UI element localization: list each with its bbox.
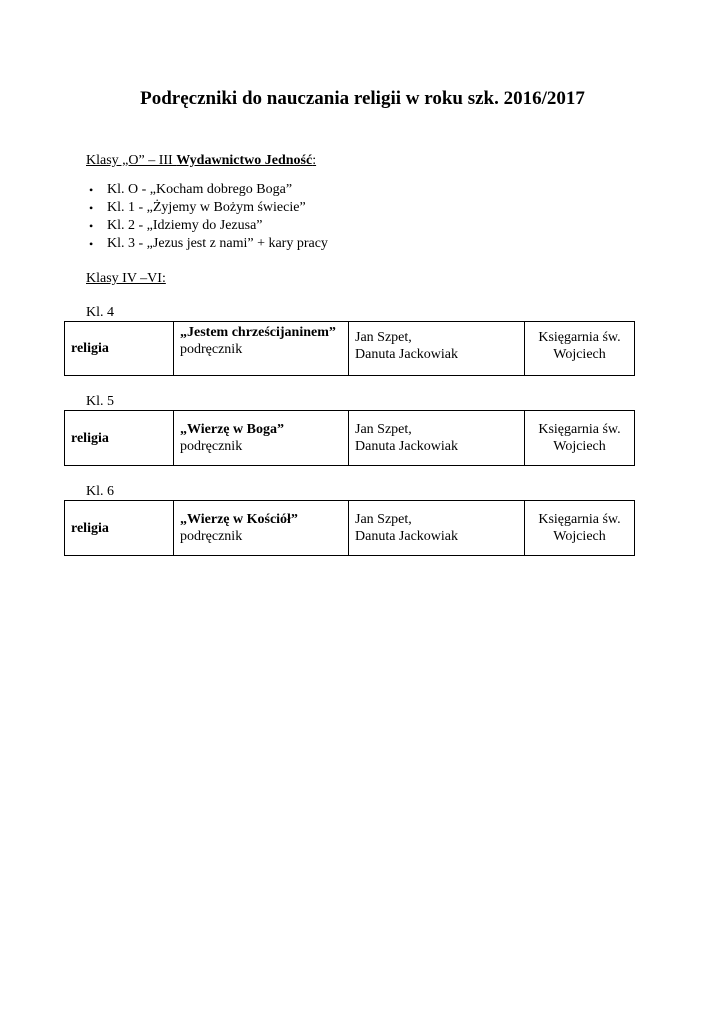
book-title-cell: [174, 411, 349, 466]
list-item-text: Kl. 3 - „Jezus jest z nami” + kary pracy: [107, 236, 328, 251]
subject-cell: religia: [65, 501, 174, 556]
list-item: [86, 181, 328, 199]
section-label-suffix: :: [312, 153, 317, 168]
author-1: Jan Szpet,: [355, 512, 412, 527]
book-table-kl5: [64, 410, 635, 466]
page-title: Podręczniki do nauczania religii w roku szk. 2016/2017: [140, 88, 585, 109]
book-title: „Wierzę w Boga”: [180, 422, 284, 437]
publisher-cell: Księgarnia św. Wojciech: [525, 322, 635, 376]
list-item: [86, 217, 328, 235]
book-title: „Wierzę w Kościół”: [180, 512, 298, 527]
author-2: Danuta Jackowiak: [355, 347, 459, 362]
book-title-cell: [174, 322, 349, 376]
list-item-text: Kl. 2 - „Idziemy do Jezusa”: [107, 218, 263, 233]
authors-cell: [349, 501, 525, 556]
author-1: Jan Szpet,: [355, 422, 412, 437]
section-label-prefix: Klasy „O” – III: [86, 153, 177, 168]
class-label-6: Kl. 6: [86, 484, 114, 499]
bullet-icon: •: [89, 219, 94, 233]
class-label-4: Kl. 4: [86, 305, 114, 320]
list-item-text: Kl. O - „Kocham dobrego Boga”: [107, 182, 293, 197]
authors-cell: [349, 322, 525, 376]
publisher-cell: Księgarnia św. Wojciech: [525, 501, 635, 556]
list-item: [86, 199, 328, 217]
bullet-icon: •: [89, 237, 94, 251]
table-row: [65, 411, 635, 466]
table-row: [65, 501, 635, 556]
publisher-cell: Księgarnia św. Wojciech: [525, 411, 635, 466]
bullet-icon: •: [89, 183, 94, 197]
book-table-kl6: [64, 500, 635, 556]
authors-cell: [349, 411, 525, 466]
author-1: Jan Szpet,: [355, 330, 412, 345]
list-item-text: Kl. 1 - „Żyjemy w Bożym świecie”: [107, 200, 306, 215]
book-type: podręcznik: [180, 529, 243, 544]
section-label-iv-vi: Klasy IV –VI:: [86, 271, 166, 286]
book-title: „Jestem chrześcijaninem”: [180, 325, 336, 340]
book-title-cell: [174, 501, 349, 556]
list-item: [86, 235, 328, 253]
book-table-kl4: [64, 321, 635, 376]
bullet-icon: •: [89, 201, 94, 215]
author-2: Danuta Jackowiak: [355, 529, 459, 544]
author-2: Danuta Jackowiak: [355, 439, 459, 454]
table-row: [65, 322, 635, 376]
section-label-publisher: Wydawnictwo Jedność: [176, 153, 313, 168]
book-type: podręcznik: [180, 439, 243, 454]
book-type: podręcznik: [180, 342, 243, 357]
grade-list: [86, 181, 328, 253]
subject-cell: religia: [65, 322, 174, 376]
subject-cell: religia: [65, 411, 174, 466]
section-label-o-iii: [86, 152, 316, 170]
class-label-5: Kl. 5: [86, 394, 114, 409]
